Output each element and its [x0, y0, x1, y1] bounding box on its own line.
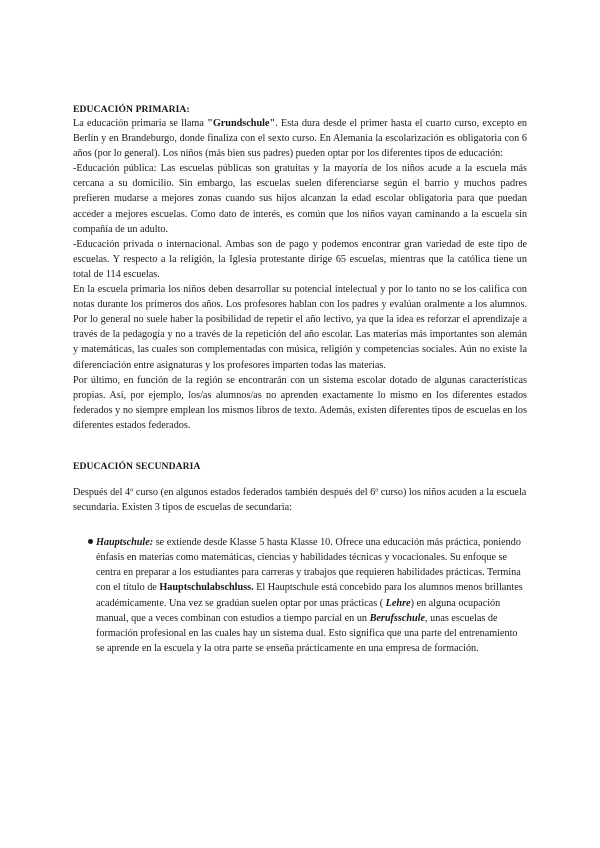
spacer	[73, 515, 527, 535]
list-text-part: El Hauptschule está concebido para los alumnos menos brillantes académicamente. Una vez se gradúan suelen optar por unas prácticas (	[96, 582, 523, 609]
document-body	[73, 103, 527, 656]
list-text-part: , unas escuelas de formación profesional en las cuales hay un sistema dual. Esto significa que una parte del entrenamiento se aprende en la escuela y la otra parte se enseña prácticamente en una empresa de formación.	[96, 612, 518, 654]
school-types-list	[73, 535, 527, 656]
spacer	[73, 473, 527, 485]
paragraph-text: . Esta dura desde el primer hasta el cuarto curso, excepto en Berlín y en Brandeburgo, donde finaliza con el sexto curso. En Alemania la escolarización es obligatoria con 6 años (por lo general). Los niños (más bien sus padres) pueden optar por los diferentes tipos de educación:	[73, 118, 527, 160]
hauptschule-term: Hauptschule:	[96, 537, 154, 549]
paragraph-por-ultimo: Por último, en función de la región se encontrarán con un sistema escolar dotado de algunas características propias. Así, por ejemplo, los/as alumnos/as no aprenden exactamente lo mismo en los diferentes estados federados y no siempre emplean los mismos libros de texto. Además, existen diferentes tipos de escuelas en los diferentes estados federados.	[73, 374, 527, 431]
list-item-hauptschule	[73, 535, 527, 656]
paragraph-educacion-publica: -Educación pública: Las escuelas públicas son gratuitas y la mayoría de los niños acude a la escuela más cercana a su domicilio. Sin embargo, las escuelas suelen diferenciarse según el barrio y muchos padres prefieren mudarse a mejores zonas cuando sus hijos alcanzan la edad escolar obligatoria para que puedan acceder a mejores escuelas. Como dato de interés, es común que los niños vayan caminando a la escuela sin compañía de un adulto.	[73, 163, 527, 235]
section-heading-primaria: EDUCACIÓN PRIMARIA:	[73, 104, 190, 115]
section-heading-secundaria: EDUCACIÓN SECUNDARIA	[73, 460, 201, 472]
lehre-term: Lehre	[385, 597, 411, 609]
paragraph-text: La educación primaria se llama	[73, 118, 208, 129]
spacer	[73, 433, 527, 460]
bullet-icon	[88, 539, 93, 544]
grundschule-term: "Grundschule"	[207, 118, 276, 129]
berufsschule-term: Berufsschule	[369, 612, 426, 624]
list-text-part: ) en alguna ocupación manual, que a veces combinan con estudios a tiempo parcial en un	[96, 597, 501, 624]
paragraph-escuela-primaria: En la escuela primaria los niños deben desarrollar su potencial intelectual y por lo tanto no se los califica con notas durante los primeros dos años. Los profesores hablan con los padres y evalúan oralmente a los alumnos. Por lo general no suele haber la posibilidad de repetir el año lectivo, ya que la idea es reforzar el aprendizaje a través de la pedagogía y no a través de la repetición del año escolar. Las materias más importantes son alemán y matemáticas, las cuales son complementadas con música, religión y competencias sociales. Aún no existe la diferenciación entre asignaturas y los profesores imparten todas las materias.	[73, 284, 527, 371]
list-text-part: se extiende desde Klasse 5 hasta Klasse 10. Ofrece una educación más práctica, poniendo énfasis en materias como matemáticas, ciencias y habilidades técnicas y vocacionales. Su enfoque se centra en preparar a los estudiantes para carreras y trabajos que requieren habilidades prácticas. Termina con el título de	[96, 537, 521, 594]
paragraph-intro-secundaria: Después del 4º curso (en algunos estados federados también después del 6º curso) los niños acuden a la escuela secundaria. Existen 3 tipos de escuelas de secundaria:	[73, 486, 527, 514]
list-item-text	[96, 535, 527, 656]
paragraph-intro-primaria	[73, 116, 527, 161]
hauptschulabschluss-term: Hauptschulabschluss.	[159, 582, 254, 594]
paragraph-educacion-privada: -Educación privada o internacional. Ambas son de pago y podemos encontrar gran variedad de este tipo de escuelas. Y respecto a la religión, la Iglesia protestante dirige 65 escuelas, mientras que la católica tiene un total de 114 escuelas.	[73, 238, 527, 280]
